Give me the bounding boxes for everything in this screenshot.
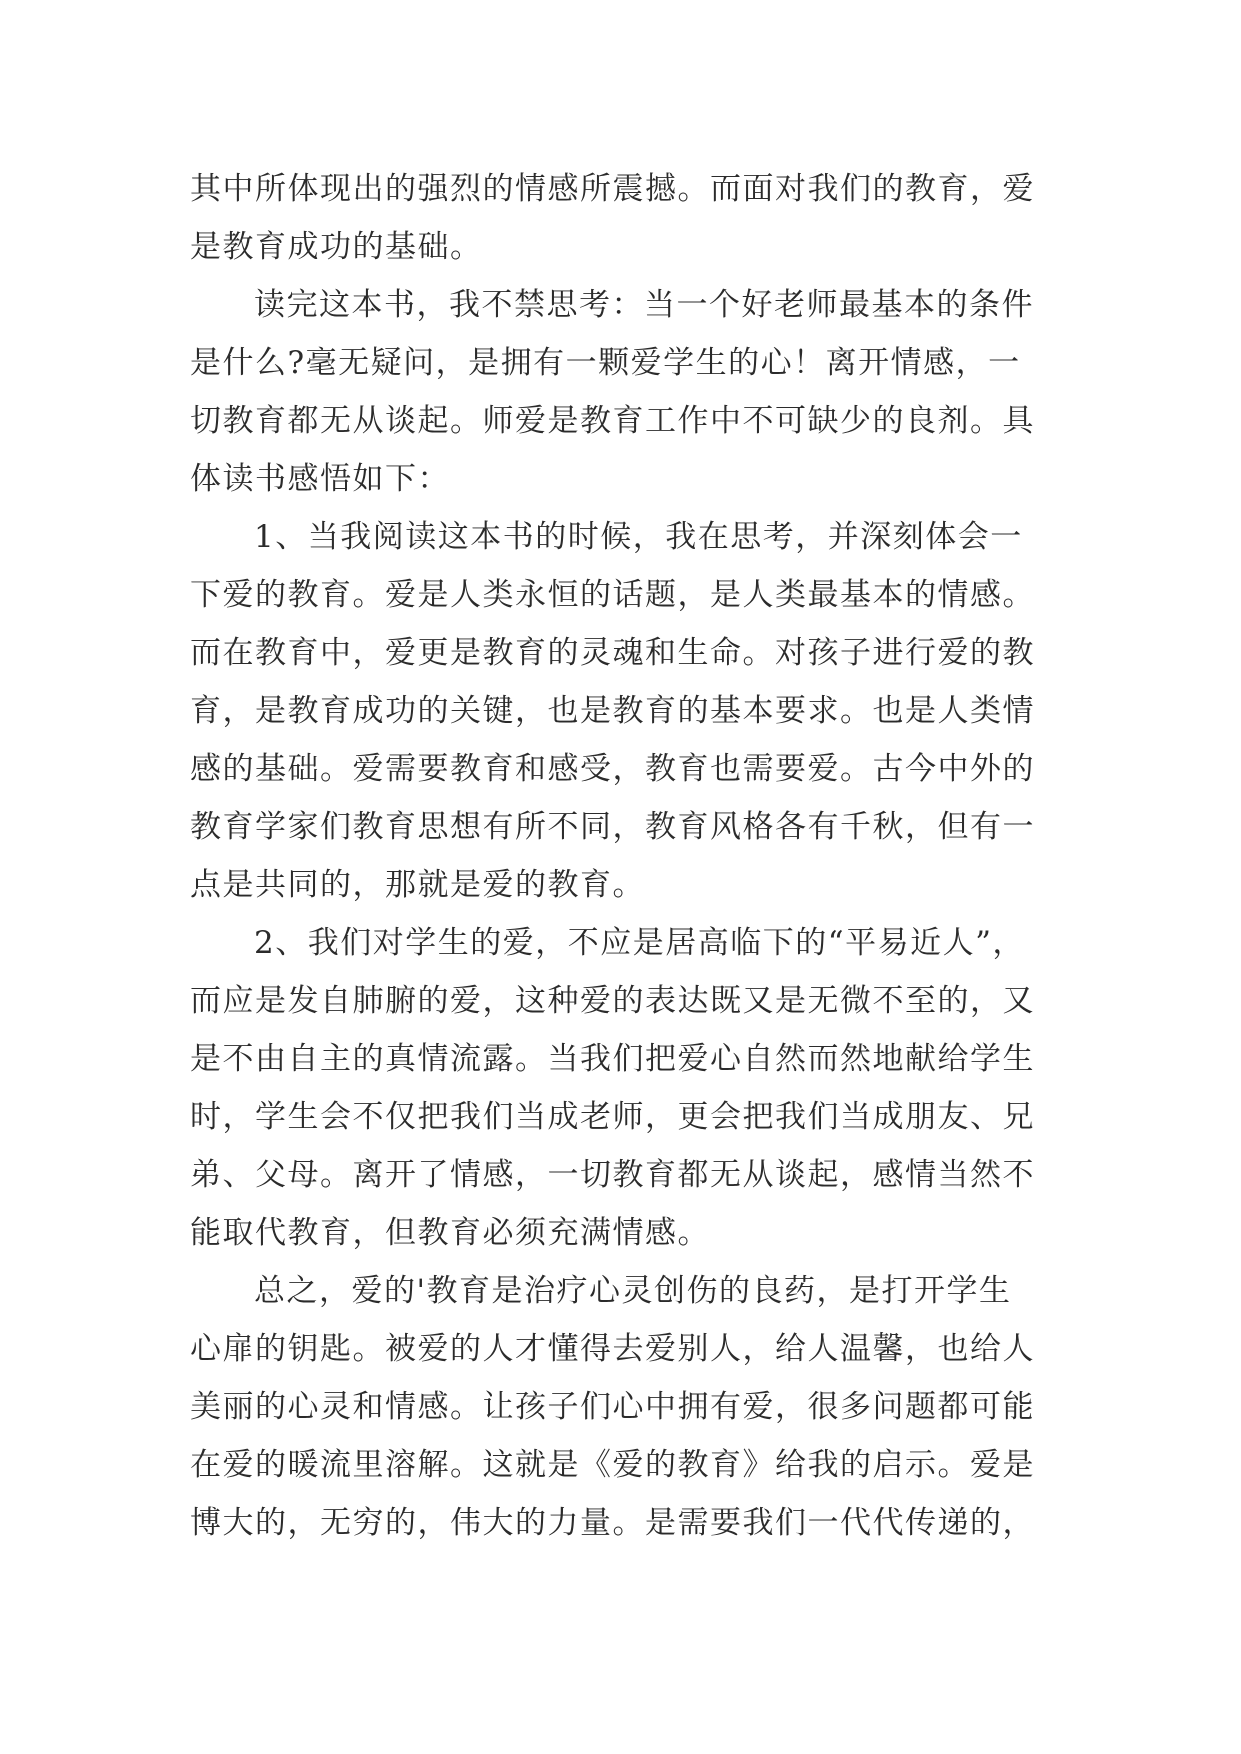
text-line: 教育学家们教育思想有所不同，教育风格各有千秋，但有一 [190, 809, 1035, 845]
text-line: 感的基础。爱需要教育和感受，教育也需要爱。古今中外的 [190, 751, 1035, 787]
text-line: 心扉的钥匙。被爱的人才懂得去爱别人，给人温馨，也给人 [190, 1331, 1035, 1367]
text-line: 美丽的心灵和情感。让孩子们心中拥有爱，很多问题都可能 [190, 1389, 1035, 1425]
text-line: 育，是教育成功的关键，也是教育的基本要求。也是人类情 [190, 693, 1035, 729]
text-line: 而在教育中，爱更是教育的灵魂和生命。对孩子进行爱的教 [190, 635, 1035, 671]
text-line: 是什么?毫无疑问，是拥有一颗爱学生的心！离开情感，一 [190, 345, 1021, 381]
text-line: 点是共同的，那就是爱的教育。 [190, 867, 645, 903]
paragraph-start-line: 2、我们对学生的爱，不应是居高临下的“平易近人”， [254, 925, 1025, 961]
text-line: 是不由自主的真情流露。当我们把爱心自然而然地献给学生 [190, 1041, 1035, 1077]
text-line: 下爱的教育。爱是人类永恒的话题，是人类最基本的情感。 [190, 577, 1035, 613]
text-line: 弟、父母。离开了情感，一切教育都无从谈起，感情当然不 [190, 1157, 1035, 1193]
text-line: 而应是发自肺腑的爱，这种爱的表达既又是无微不至的，又 [190, 983, 1035, 1019]
text-line: 在爱的暖流里溶解。这就是《爱的教育》给我的启示。爱是 [190, 1447, 1035, 1483]
text-line: 其中所体现出的强烈的情感所震撼。而面对我们的教育，爱 [190, 171, 1035, 207]
body-text [190, 160, 1090, 1552]
text-line: 体读书感悟如下： [190, 461, 450, 497]
text-line: 能取代教育，但教育必须充满情感。 [190, 1215, 710, 1251]
text-line: 时，学生会不仅把我们当成老师，更会把我们当成朋友、兄 [190, 1099, 1035, 1135]
text-line: 博大的，无穷的，伟大的力量。是需要我们一代代传递的， [190, 1505, 1035, 1541]
paragraph-start-line: 总之，爱的'教育是治疗心灵创伤的良药，是打开学生 [254, 1273, 1012, 1309]
text-line: 是教育成功的基础。 [190, 229, 483, 265]
paragraph-start-line: 1、当我阅读这本书的时候，我在思考，并深刻体会一 [254, 519, 1023, 555]
paragraph-start-line: 读完这本书，我不禁思考：当一个好老师最基本的条件 [254, 287, 1034, 323]
text-line: 切教育都无从谈起。师爱是教育工作中不可缺少的良剂。具 [190, 403, 1035, 439]
